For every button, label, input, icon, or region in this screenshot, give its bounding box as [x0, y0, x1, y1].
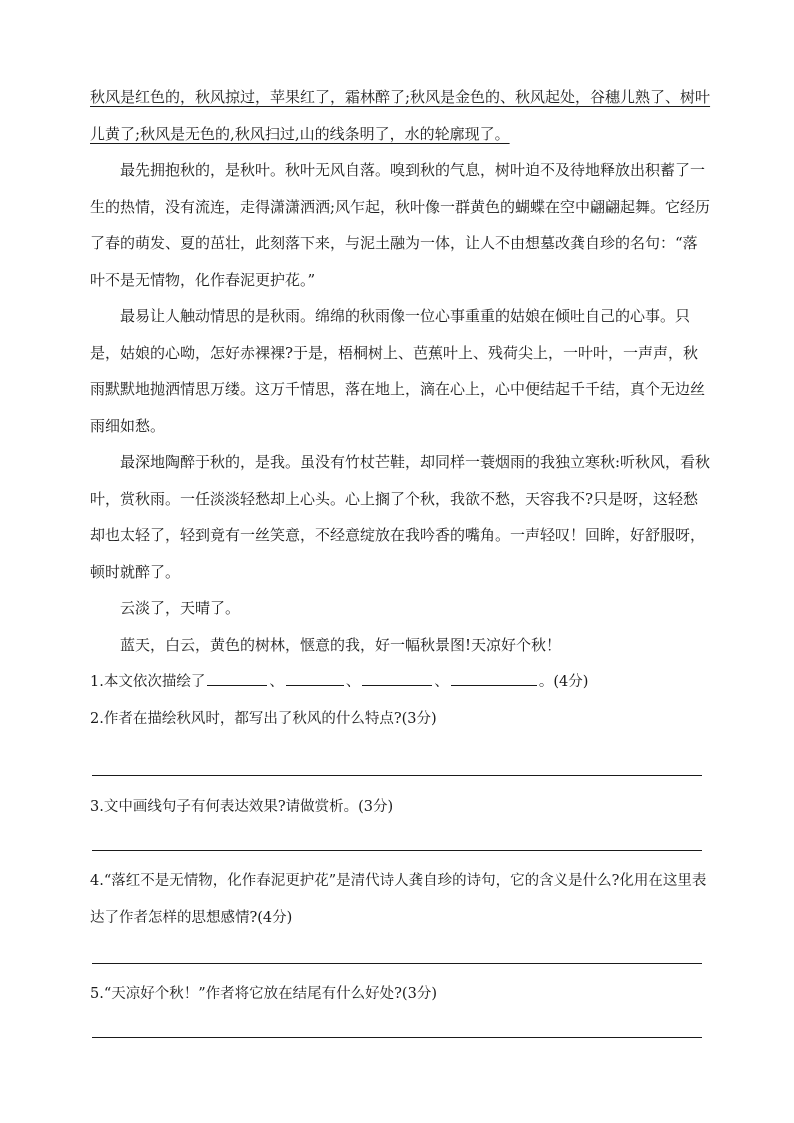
answer-line-q4[interactable] [92, 963, 702, 964]
answer-line-q3[interactable] [92, 850, 702, 851]
answer-blank-4[interactable] [451, 671, 537, 686]
separator: 、 [269, 674, 284, 690]
question-3: 3.文中画线句子有何表达效果?请做赏析。(3分) [90, 799, 394, 815]
passage-paragraph-me: 最深地陶醉于秋的，是我。虽没有竹杖芒鞋，却同样一蓑烟雨的我独立寒秋:听秋风，看秋叶，赏秋雨。一任淡淡轻愁却上心头。心上搁了个秋，我欲不愁，天容我不?只是呀，这轻愁却也太轻了，轻到竟有一丝笑意，不经意绽放在我吟香的嘴角。一声轻叹！回眸，好舒服呀，顿时就醉了。 [90, 453, 711, 581]
separator: 、 [345, 674, 361, 690]
question-1 [90, 664, 712, 701]
passage-paragraph-conclusion: 蓝天，白云，黄色的树林，惬意的我，好一幅秋景图!天凉好个秋！ [120, 636, 562, 654]
question-2: 2.作者在描绘秋风时，都写出了秋风的什么特点?(3分) [90, 711, 437, 727]
passage-paragraph-autumn-rain: 最易让人触动情思的是秋雨。绵绵的秋雨像一位心事重重的姑娘在倾吐自己的心事。只是，姑娘的心呦，怎好赤裸裸?于是，梧桐树上、芭蕉叶上、残荷尖上，一叶叶，一声声，秋雨默默地抛洒情思万缕。这万千情思，落在地上，滴在心上，心中便结起千千结，真个无边丝雨细如愁。 [90, 307, 706, 435]
answer-blank-3[interactable] [362, 671, 432, 686]
passage-underlined-sentence: 秋风是红色的，秋风掠过，苹果红了，霜林醉了;秋风是金色的、秋风起处，谷穗儿熟了、树叶儿黄了;秋风是无色的,秋风扫过,山的线条明了，水的轮廓现了。 [90, 88, 711, 143]
question-1-points: 。(4分) [538, 674, 589, 690]
answer-line-q2[interactable] [92, 775, 702, 776]
answer-blank-1[interactable] [207, 671, 267, 686]
passage-paragraph-sky-clears: 云淡了，天晴了。 [120, 599, 241, 617]
question-1-text: 1.本文依次描绘了 [90, 674, 206, 690]
question-5: 5.“天凉好个秋！”作者将它放在结尾有什么好处?(3分) [90, 986, 437, 1002]
answer-blank-2[interactable] [286, 671, 344, 686]
question-4: 4.“落红不是无情物，化作春泥更护花”是清代诗人龚自珍的诗句，它的含义是什么?化用在这里表达了作者怎样的思想感情?(4分) [90, 873, 707, 926]
answer-line-q5[interactable] [92, 1037, 702, 1038]
passage-paragraph-autumn-leaves: 最先拥抱秋的，是秋叶。秋叶无风自落。嗅到秋的气息，树叶迫不及待地释放出积蓄了一生的热情，没有流连，走得潇潇洒洒;风乍起，秋叶像一群黄色的蝴蝶在空中翩翩起舞。它经历了春的萌发、夏的茁壮，此刻落下来，与泥土融为一体，让人不由想墓改龚自珍的名句：“落叶不是无情物，化作春泥更护花。” [90, 161, 711, 289]
separator: 、 [434, 674, 449, 690]
